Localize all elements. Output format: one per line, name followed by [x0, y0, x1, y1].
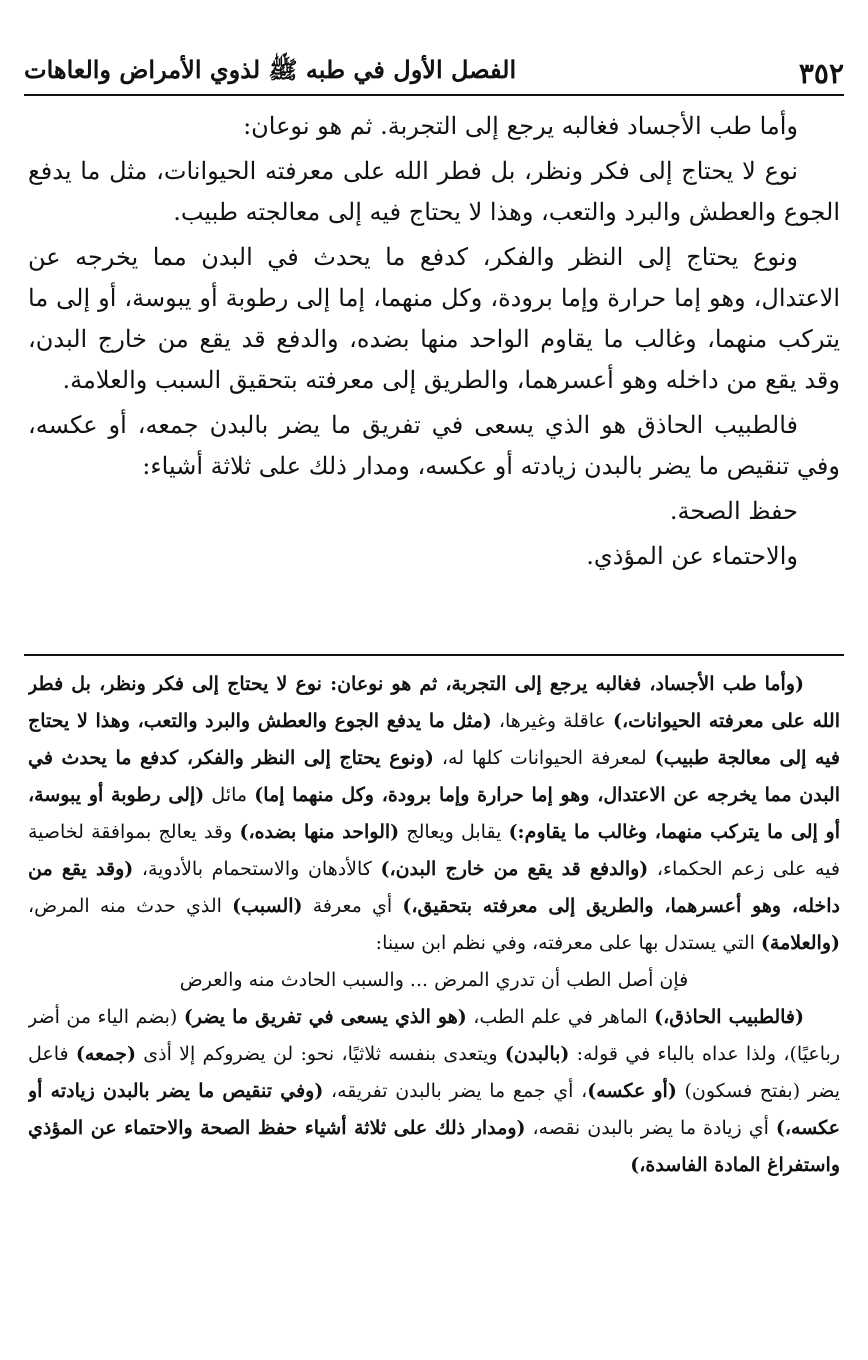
quoted-text: (والعلامة) [760, 932, 840, 954]
commentary-paragraph [28, 999, 840, 1184]
quoted-text: (والدفع قد يقع من خارج البدن،) [380, 858, 649, 880]
main-text [28, 106, 840, 646]
gloss: عاقلة وغيرها، [491, 710, 613, 732]
gloss: وقد يعالج بموافقة لخاصية فيه على زعم الحكماء، [28, 821, 840, 880]
quoted-text: (فالطبيب الحاذق،) [654, 1006, 805, 1028]
gloss: يقابل ويعالج [399, 821, 509, 843]
gloss: الذي حدث منه المرض، [28, 895, 233, 917]
commentary-paragraph [28, 666, 840, 962]
gloss: الماهر في علم الطب، [466, 1006, 655, 1028]
quoted-text: (إلى رطوبة أو يبوسة، أو إلى ما يتركب منهما، وغالب ما يقاوم:) [28, 784, 840, 843]
quoted-text: (هو الذي يسعى في تفريق ما يضر) [183, 1006, 467, 1028]
running-title: الفصل الأول في طبه ﷺ لذوي الأمراض والعاهات [24, 55, 517, 84]
gloss: لمعرفة الحيوانات كلها له، [433, 747, 655, 769]
page-header [24, 50, 844, 96]
quoted-text: (ومدار ذلك على ثلاثة أشياء حفظ الصحة والاحتماء عن المؤذي واستفراغ المادة الفاسدة،) [28, 1117, 840, 1176]
gloss: التي يستدل بها على معرفته، وفي نظم ابن سينا: [375, 932, 761, 954]
quoted-text: (السبب) [232, 895, 303, 917]
quoted-text: (مثل ما يدفع الجوع والعطش والبرد والتعب، وهذا لا يحتاج فيه إلى معالجة طبيب) [28, 710, 840, 769]
main-paragraph: ونوع يحتاج إلى النظر والفكر، كدفع ما يحدث في البدن مما يخرجه عن الاعتدال، وهو إما حرارة وإما برودة، وكل منهما، إما إلى رطوبة أو يبوسة، أو إلى ما يتركب منهما، وغالب ما يقاوم الواحد منها بضده، والدفع قد يقع من خارج البدن، وقد يقع من داخله وهو أعسرهما، والطريق إلى معرفته بتحقيق السبب والعلامة. [28, 243, 840, 394]
quoted-text: (بالبدن) [504, 1043, 570, 1065]
commentary [28, 666, 840, 1266]
quoted-text: (وقد يقع من داخله، وهو أعسرهما، والطريق إلى معرفته بتحقيق،) [28, 858, 840, 917]
quoted-text: (جمعه) [75, 1043, 136, 1065]
gloss: ، أي جمع ما يضر بالبدن تفريقه، [323, 1080, 588, 1102]
commentary-divider [24, 654, 844, 656]
main-paragraph: والاحتماء عن المؤذي. [586, 542, 798, 570]
quoted-text: (الواحد منها بضده،) [239, 821, 400, 843]
quoted-text: (وأما طب الأجساد، فغالبه يرجع إلى التجربة، ثم هو نوعان: نوع لا يحتاج إلى فكر ونظر، بل فطر الله على معرفته الحيوانات،) [28, 673, 840, 732]
page-number: ٣٥٢ [798, 57, 844, 90]
main-paragraph: وأما طب الأجساد فغالبه يرجع إلى التجربة. ثم هو نوعان: [243, 112, 798, 140]
gloss: مائل [204, 784, 255, 806]
main-paragraph: حفظ الصحة. [669, 497, 798, 525]
quoted-text: (ونوع يحتاج إلى النظر والفكر، كدفع ما يحدث في البدن مما يخرجه عن الاعتدال، وهو إما حرارة وإما برودة، وكل منهما إما) [28, 747, 840, 806]
gloss: (بضم الياء من أضر رباعيًا)، ولذا عداه بالباء في قوله: [28, 1006, 840, 1065]
gloss: أي زيادة ما يضر بالبدن نقصه، [525, 1117, 776, 1139]
main-paragraph: نوع لا يحتاج إلى فكر ونظر، بل فطر الله على معرفته الحيوانات، مثل ما يدفع الجوع والعطش والبرد والتعب، وهذا لا يحتاج فيه إلى معالجته طبيب. [28, 157, 840, 226]
main-paragraph: فالطبيب الحاذق هو الذي يسعى في تفريق ما يضر بالبدن جمعه، أو عكسه، وفي تنقيص ما يضر بالبدن زيادته أو عكسه، ومدار ذلك على ثلاثة أشياء: [28, 411, 840, 480]
gloss: أي معرفة [302, 895, 403, 917]
quoted-text: (وفي تنقيص ما يضر بالبدن زيادته أو عكسه،) [28, 1080, 840, 1139]
quoted-text: (أو عكسه) [587, 1080, 677, 1102]
gloss: ويتعدى بنفسه ثلاثيًا، نحو: لن يضروكم إلا أذى [135, 1043, 505, 1065]
poem-verse: فإن أصل الطب أن تدري المرض ... والسبب الحادث منه والعرض [179, 969, 689, 991]
gloss: كالأدهان والاستحمام بالأدوية، [133, 858, 381, 880]
gloss: فاعل يضر (بفتح فسكون) [28, 1043, 840, 1102]
